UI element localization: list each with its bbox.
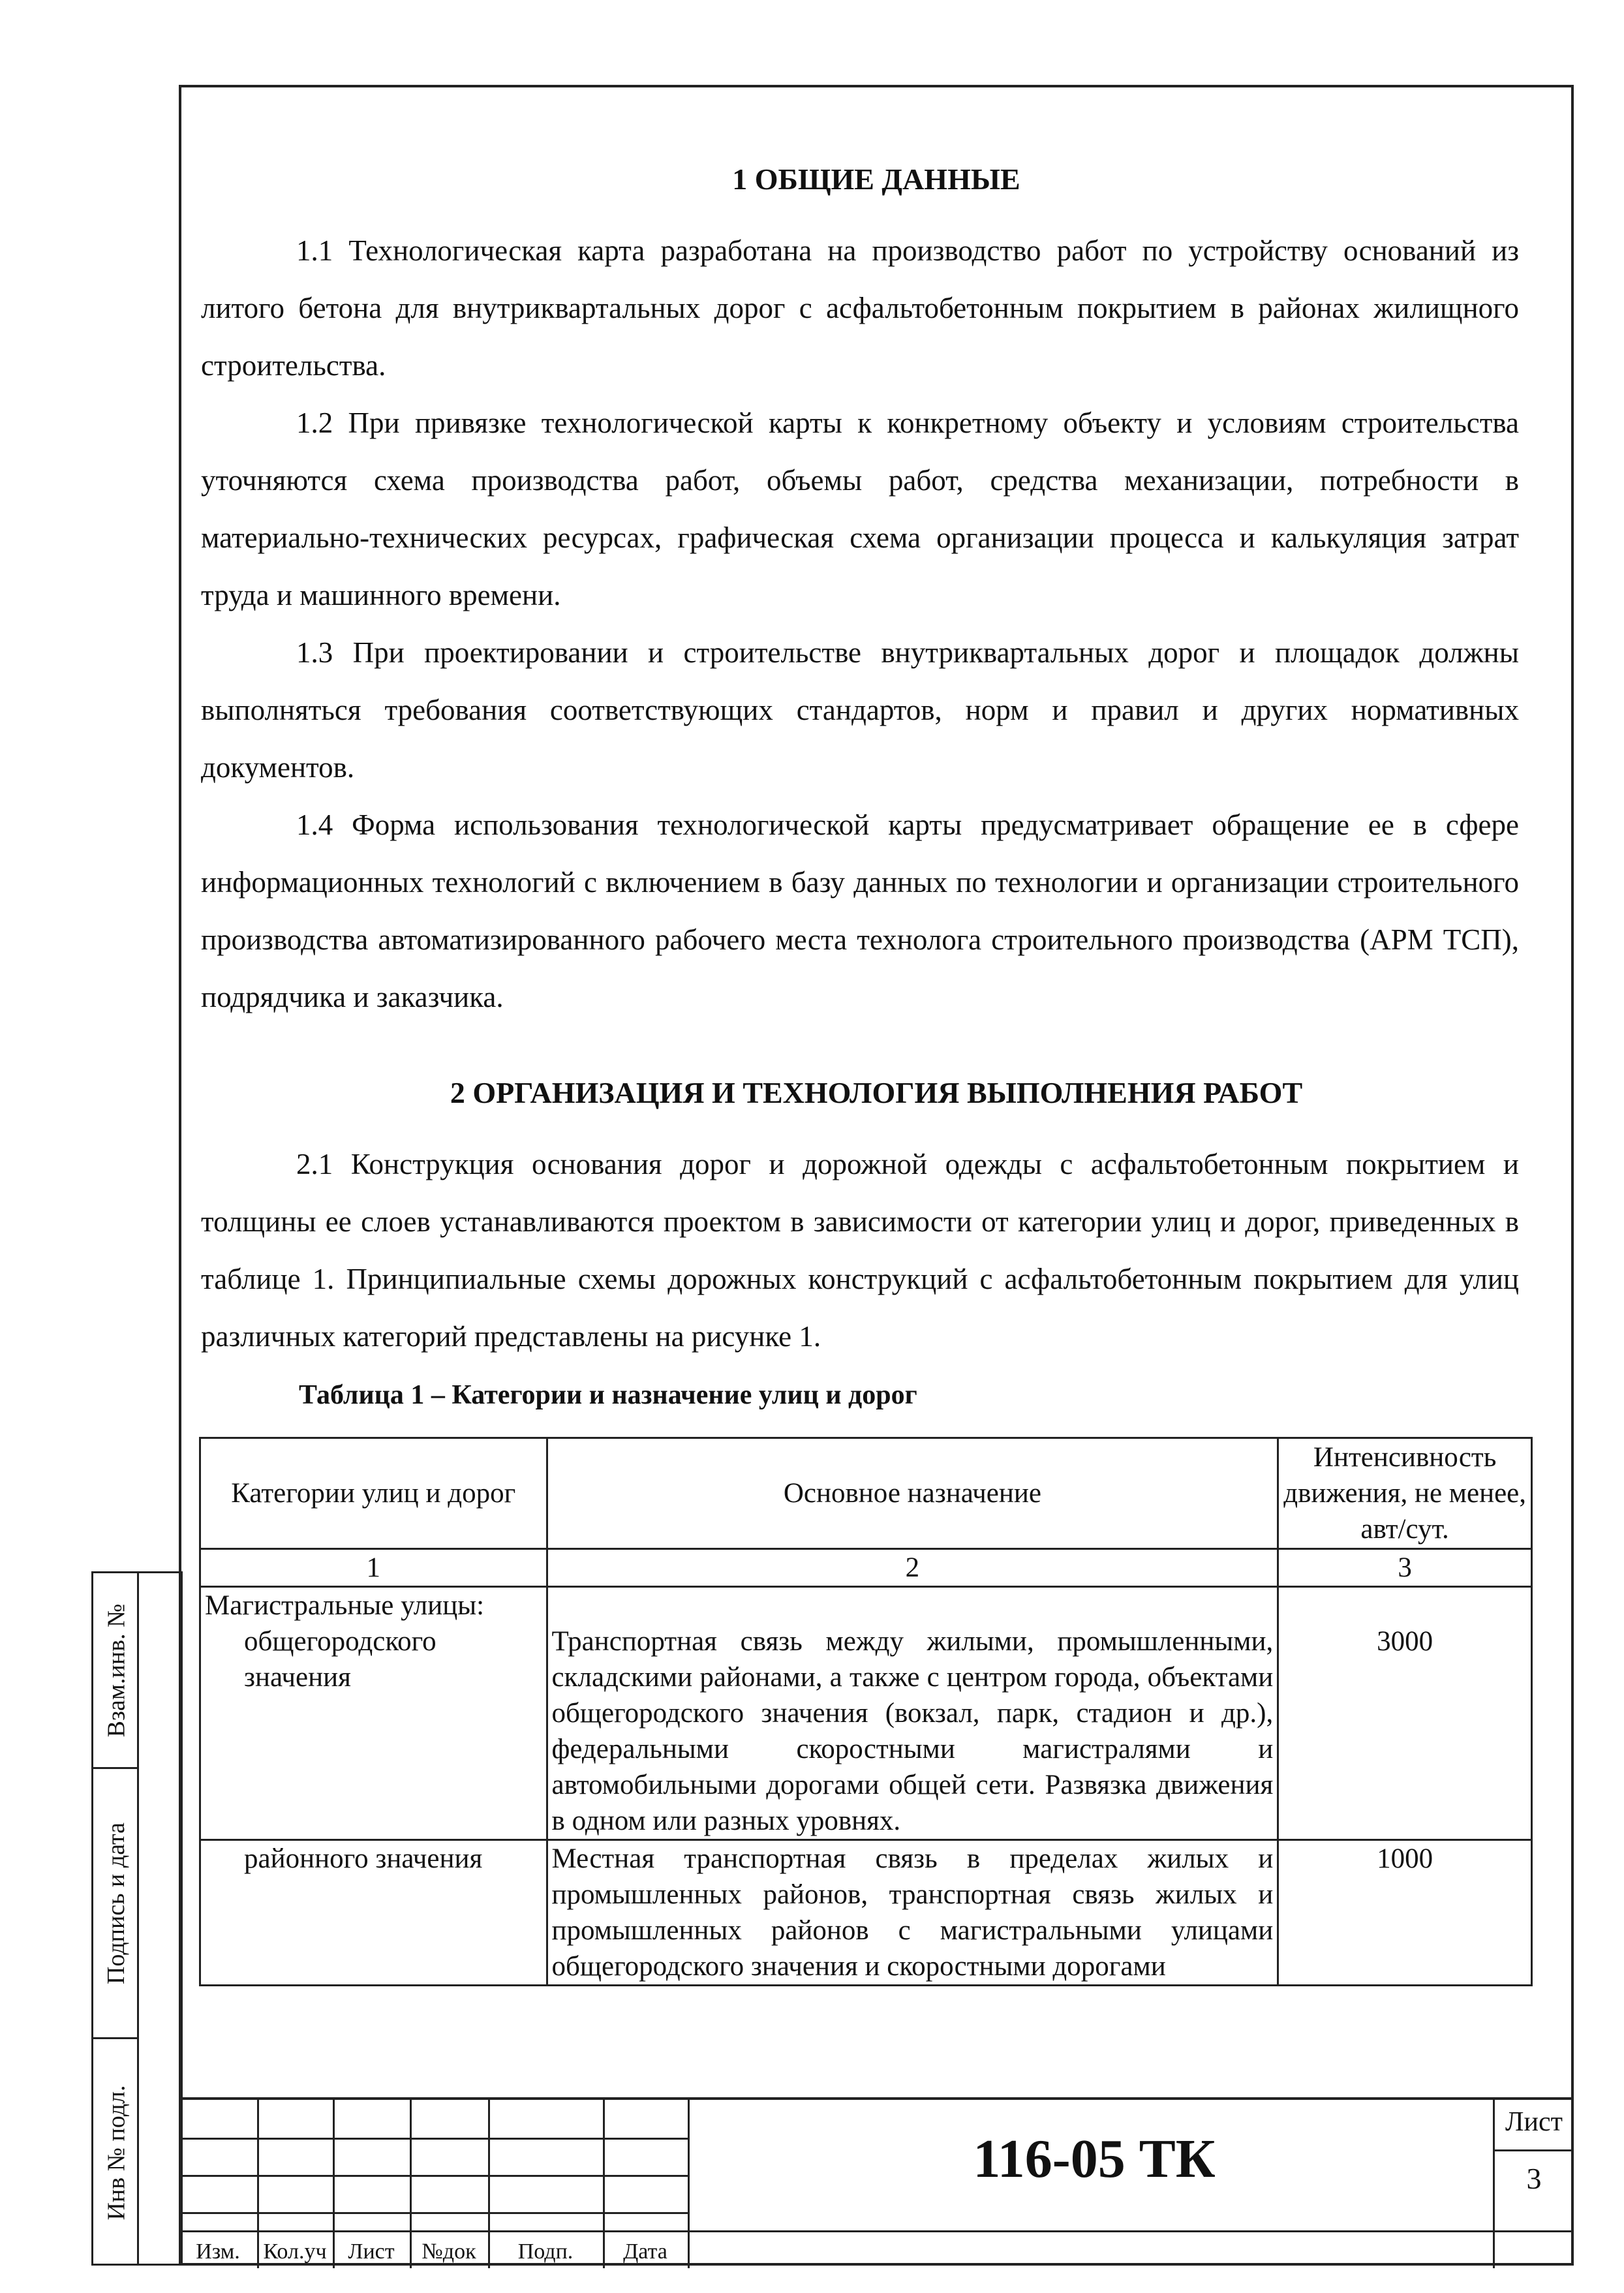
label-signature: Подп. [517, 2239, 574, 2264]
paragraph-1-4: 1.4 Форма использования технологической карты предусматривает обращение ее в сфере информационных технологий с включением в базу данных по технологии и организации строительного производства автоматизированного рабочего места технолога строительного производства (АРМ ТСП), подрядчика и заказчика. [201, 808, 1519, 1013]
replacement-inventory-cell [93, 1573, 139, 1769]
category-cell [200, 1587, 547, 1840]
section-1-body [201, 222, 1519, 1026]
category-name: районного значения [244, 1843, 483, 1874]
paragraph-1-1: 1.1 Технологическая карта разработана на производство работ по устройству оснований из литого бетона для внутриквартальных дорог с асфальтобетонным покрытием в районах жилищного строительства. [201, 234, 1519, 382]
table-caption: Таблица 1 – Категории и назначение улиц и дорог [299, 1380, 917, 1410]
category-cell [200, 1840, 547, 1986]
header-intensity: Интенсивность движения, не менее, авт/сут. [1278, 1438, 1532, 1549]
section-2-title: 2 ОРГАНИЗАЦИЯ И ТЕХНОЛОГИЯ ВЫПОЛНЕНИЯ РАБОТ [450, 1076, 1303, 1109]
header-category: Категории улиц и дорог [200, 1438, 547, 1549]
intensity-cell: 1000 [1278, 1840, 1532, 1986]
purpose-cell: Местная транспортная связь в пределах жилых и промышленных районов, транспортная связь жилых и промышленных районов с магистральными улицами общегородского значения и скоростными дорогами [547, 1840, 1278, 1986]
sheet-label: Лист [1505, 2107, 1563, 2137]
label-quantity: Кол.уч [263, 2239, 327, 2264]
categories-table [199, 1437, 1533, 1986]
label-sheet: Лист [348, 2239, 395, 2264]
sheet-number: 3 [1526, 2162, 1542, 2195]
header-purpose: Основное назначение [547, 1438, 1278, 1549]
paragraph-2-1: 2.1 Конструкция основания дорог и дорожной одежды с асфальтобетонным покрытием и толщины ее слоев устанавливаются проектом в зависимости от категории улиц и дорог, приведенных в таблице 1. Принципиальные схемы дорожных конструкций с асфальтобетонным покрытием для улиц различных категорий представлены на рисунке 1. [201, 1148, 1519, 1353]
table-row [200, 1587, 1532, 1840]
purpose-cell: Транспортная связь между жилыми, промышленными, складскими районами, а также с центром города, объектами общегородского значения (вокзал, парк, стадион и др.), федеральными скоростными магистралями и автомобильными дорогами общей сети. Развязка движения в одном или разных уровнях. [547, 1587, 1278, 1840]
column-number: 3 [1278, 1549, 1532, 1587]
side-stamp [91, 1571, 183, 2266]
signature-date-cell [93, 1769, 139, 2039]
signature-date-label: Подпись и дата [102, 1822, 130, 1984]
category-name: общегородского значения [244, 1626, 437, 1693]
section-1-title: 1 ОБЩИЕ ДАННЫЕ [732, 162, 1020, 196]
title-block-rule [179, 2212, 688, 2214]
label-document: №док [421, 2239, 476, 2264]
title-block-rule [179, 2138, 688, 2140]
label-date: Дата [623, 2239, 667, 2264]
original-inventory-cell [93, 2039, 139, 2266]
title-block-rule [179, 2230, 1574, 2232]
title-block-rule [179, 2175, 688, 2177]
label-change: Изм. [196, 2239, 240, 2264]
original-inventory-label: Инв № подл. [102, 2084, 130, 2221]
sheet-cell-divider [1493, 2149, 1574, 2151]
document-code: 116-05 ТК [973, 2129, 1216, 2189]
table-row [200, 1840, 1532, 1986]
section-2-body [201, 1135, 1519, 1365]
column-number: 1 [200, 1549, 547, 1587]
group-label: Магистральные улицы: [205, 1590, 485, 1621]
paragraph-1-2: 1.2 При привязке технологической карты к конкретному объекту и условиям строительства уточняются схема производства работ, объемы работ, средства механизации, потребности в материально-технических ресурсах, графическая схема организации процесса и калькуляция затрат труда и машинного времени. [201, 407, 1519, 611]
column-number: 2 [547, 1549, 1278, 1587]
intensity-cell: 3000 [1278, 1587, 1532, 1840]
paragraph-1-3: 1.3 При проектировании и строительстве внутриквартальных дорог и площадок должны выполняться требования соответствующих стандартов, норм и правил и других нормативных документов. [201, 636, 1519, 784]
replacement-inventory-label: Взам.инв. № [102, 1603, 130, 1737]
